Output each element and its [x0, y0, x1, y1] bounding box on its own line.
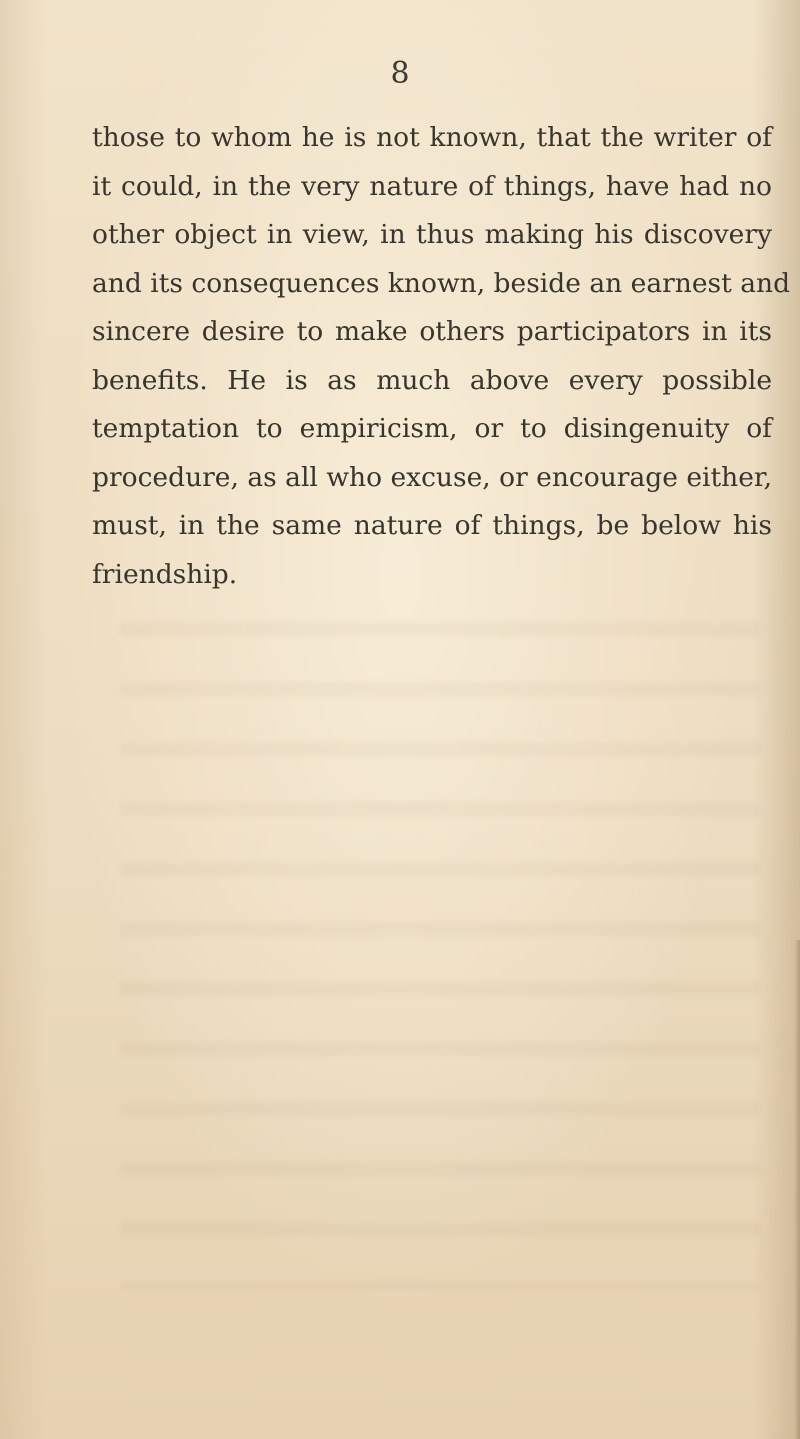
page-number: 8 — [390, 56, 410, 91]
text-line: those to whom he is not known, that the writer of — [92, 122, 772, 153]
text-line-final: friendship. — [92, 558, 238, 590]
show-through-texture — [120, 590, 760, 1290]
text-line: must, in the same nature of things, be below his — [92, 510, 772, 541]
text-line: benefits. He is as much above every possible — [92, 364, 772, 396]
text-line: sincere desire to make others participators in its — [92, 316, 772, 347]
text-line: procedure, as all who excuse, or encourage either, — [92, 461, 773, 493]
text-line: and its consequences known, beside an earnest and — [92, 267, 791, 299]
page-edge-shadow — [794, 940, 800, 1439]
body-paragraph — [92, 114, 791, 599]
text-line: it could, in the very nature of things, have had no — [92, 170, 772, 202]
text-line: other object in view, in thus making his discovery — [92, 219, 772, 250]
text-line: temptation to empiricism, or to disingenuity of — [92, 413, 772, 444]
